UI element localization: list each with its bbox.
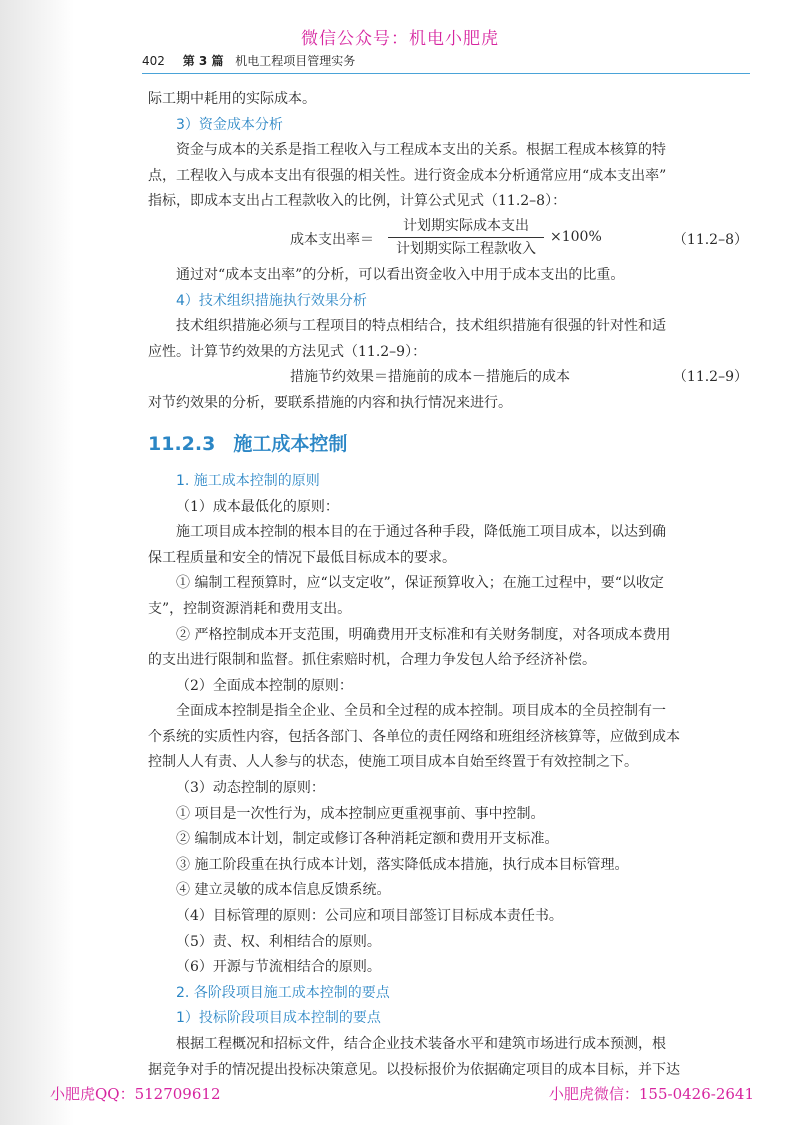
header-rule <box>142 73 750 74</box>
subheading-2: 2. 各阶段项目施工成本控制的要点 <box>176 984 390 1001</box>
paragraph: 的支出进行限制和监督。抓住索赔时机，合理力争发包人给予经济补偿。 <box>148 652 596 669</box>
paragraph: 通过对“成本支出率”的分析，可以看出资金收入中用于成本支出的比重。 <box>176 266 625 283</box>
paragraph: ① 编制工程预算时，应“以支定收”，保证预算收入；在施工过程中，要“以收定 <box>176 575 664 592</box>
formula-numerator: 计划期实际成本支出 <box>388 215 544 238</box>
list-item: ① 项目是一次性行为，成本控制应更重视事前、事中控制。 <box>176 805 545 822</box>
subheading-2-1: 1）投标阶段项目成本控制的要点 <box>176 1010 381 1027</box>
formula-body: 措施节约效果＝措施前的成本－措施后的成本 <box>290 369 570 386</box>
watermark-bottom-left: 小肥虎QQ：512709612 <box>50 1085 221 1103</box>
formula-multiplier: ×100% <box>550 228 602 245</box>
paragraph: 个系统的实质性内容，包括各部门、各单位的责任网络和班组经济核算等，应做到成本 <box>148 728 680 745</box>
paragraph: 对节约效果的分析，要联系措施的内容和执行情况来进行。 <box>148 395 512 412</box>
watermark-top: 微信公众号：机电小肥虎 <box>301 29 499 49</box>
paragraph: 全面成本控制是指全企业、全员和全过程的成本控制。项目成本的全员控制有一 <box>176 703 666 720</box>
paragraph: 际工期中耗用的实际成本。 <box>148 91 316 107</box>
list-item: ② 编制成本计划，制定或修订各种消耗定额和费用开支标准。 <box>176 831 559 848</box>
subheading-1: 1. 施工成本控制的原则 <box>176 472 320 489</box>
watermark-bottom-right: 小肥虎微信：155-0426-2641 <box>548 1085 754 1103</box>
paragraph: 施工项目成本控制的根本目的在于通过各种手段，降低施工项目成本，以达到确 <box>176 524 666 541</box>
formula-fraction <box>388 215 544 260</box>
paragraph: 支”，控制资源消耗和费用支出。 <box>148 600 352 617</box>
page-number: 402 <box>142 54 165 68</box>
principle-item: （4）目标管理的原则：公司应和项目部签订目标成本责任书。 <box>176 908 563 925</box>
page-gutter-shadow <box>0 0 74 1125</box>
part-label: 第 3 篇 <box>182 54 224 68</box>
running-header <box>142 52 748 69</box>
formula-11-2-8 <box>148 215 754 263</box>
paragraph: 点，工程收入与成本支出有很强的相关性。进行资金成本分析通常应用“成本支出率” <box>148 167 667 184</box>
paragraph: 指标，即成本支出占工程款收入的比例，计算公式见式（11.2–8）： <box>148 193 567 210</box>
principle-item: （6）开源与节流相结合的原则。 <box>176 959 381 976</box>
paragraph: 根据工程概况和招标文件，结合企业技术装备水平和建筑市场进行成本预测，根 <box>176 1036 666 1052</box>
formula-11-2-9 <box>148 365 754 391</box>
paragraph: ② 严格控制成本开支范围，明确费用开支标准和有关财务制度，对各项成本费用 <box>176 626 671 643</box>
subheading-4: 4）技术组织措施执行效果分析 <box>176 292 367 309</box>
paragraph: 控制人人有责、人人参与的状态，使施工项目成本自始至终置于有效控制之下。 <box>148 754 638 771</box>
section-number: 11.2.3 <box>148 432 216 455</box>
principle-item: （3）动态控制的原则： <box>176 780 325 797</box>
paragraph: 应性。计算节约效果的方法见式（11.2–9）： <box>148 343 427 360</box>
list-item: ④ 建立灵敏的成本信息反馈系统。 <box>176 882 391 899</box>
equation-number: （11.2–8） <box>672 231 748 248</box>
formula-denominator: 计划期实际工程款收入 <box>396 240 536 257</box>
paragraph: 资金与成本的关系是指工程收入与工程成本支出的关系。根据工程成本核算的特 <box>176 142 666 159</box>
paragraph: 技术组织措施必须与工程项目的特点相结合，技术组织措施有很强的针对性和适 <box>176 318 666 335</box>
principle-item: （5）责、权、利相结合的原则。 <box>176 933 381 950</box>
paragraph: 保工程质量和安全的情况下最低目标成本的要求。 <box>148 549 456 566</box>
principle-item: （2）全面成本控制的原则： <box>176 677 353 694</box>
page-body <box>148 87 754 1083</box>
paragraph: 据竞争对手的情况提出投标决策意见。以投标报价为依据确定项目的成本目标，并下达 <box>148 1061 680 1078</box>
list-item: ③ 施工阶段重在执行成本计划，落实降低成本措施，执行成本目标管理。 <box>176 856 629 873</box>
subheading-3: 3）资金成本分析 <box>176 116 283 133</box>
principle-item: （1）成本最低化的原则： <box>176 498 339 515</box>
equation-number: （11.2–9） <box>672 369 748 386</box>
part-title: 机电工程项目管理实务 <box>235 54 356 68</box>
section-title: 施工成本控制 <box>233 432 348 455</box>
section-heading <box>148 429 754 459</box>
formula-lhs: 成本支出率＝ <box>290 231 374 248</box>
